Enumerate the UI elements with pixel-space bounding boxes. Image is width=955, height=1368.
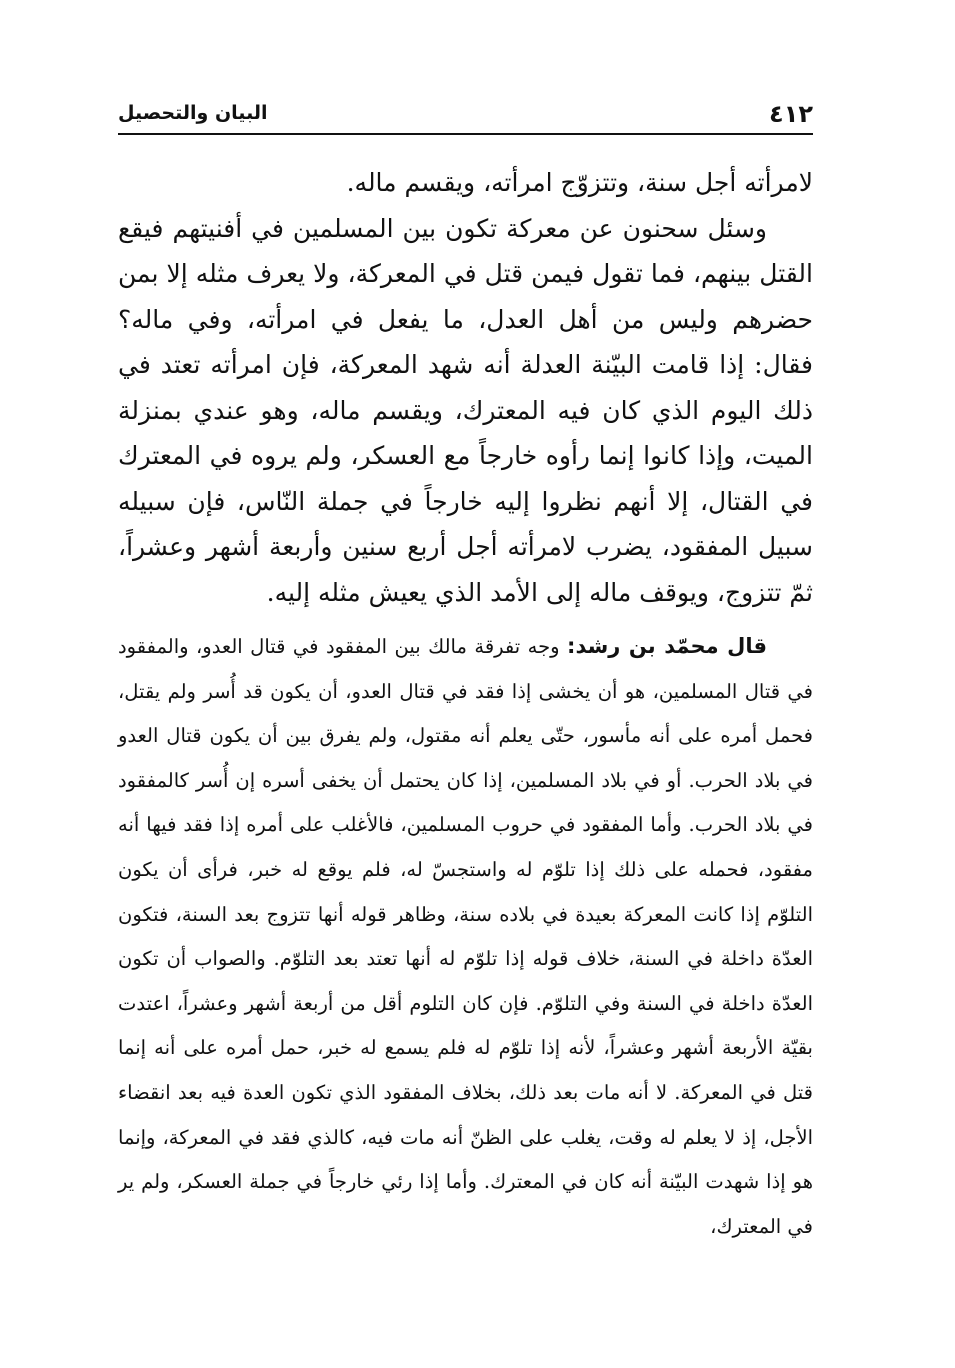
- running-header: [118, 96, 813, 132]
- page-number: ٤١٢: [769, 100, 813, 128]
- commentary-text: وجه تفرقة مالك بين المفقود في قتال العدو، والمفقود في قتال المسلمين، هو أن يخشى إذا فقد في قتال العدو، أن يكون قد أُسر ولم يقتل، فحمل أمره على أنه مأسور، حتّى يعلم أنه مقتول، ولم يفرق بين أن يكون قتال العدو في بلاد الحرب. أو في بلاد المسلمين، إذا كان يحتمل أن يخفى أسره إن أُسر كالمفقود في بلاد الحرب. وأما المفقود في حروب المسلمين، فالأغلب على أمره إذا فقد فيها أنه مفقود، فحمله على ذلك إذا تلوّم له واستجسّ له، فلم يوقع له خبر، فرأى أن يكون التلوّم إذا كانت المعركة بعيدة في بلاده سنة، وظاهر قوله أنها تتزوج بعد السنة، فتكون العدّة داخلة في السنة، خلاف قوله إذا تلوّم له أنها تعتد بعد التلوّم. والصواب أن تكون العدّة داخلة في السنة وفي التلوّم. فإن كان التلوم أقل من أربعة أشهر وعشراً، اعتدت بقيّة الأربعة أشهر وعشراً، لأنه إذا تلوّم له فلم يسمع له خبر، حمل أمره على أنه إنما قتل في المعركة. لا أنه مات بعد ذلك، بخلاف المفقود الذي تكون العدة فيه بعد انقضاء الأجل، إذ لا يعلم له وقت، يغلب على الظنّ أنه مات فيه، كالذي فقد في المعركة، وإنما هو إذا شهدت البيّنة أنه كان في المعترك. وأما إذا رئي خارجاً في جملة العسكر، ولم ير في المعترك،: [118, 635, 813, 1238]
- commentary-block: [118, 624, 813, 1249]
- paragraph-question: وسئل سحنون عن معركة تكون بين المسلمين في أفنيتهم فيقع القتل بينهم، فما تقول فيمن قتل في المعركة، ولا يعرف مثله إلا بمن حضرهم وليس من أهل العدل، ما يفعل في امرأته، وفي ماله؟ فقال: إذا قامت البيّنة العدلة أنه شهد المعركة، فإن امرأته تعتد في ذلك اليوم الذي كان فيه المعترك، ويقسم ماله، وهو عندي بمنزلة الميت، وإذا كانوا إنما رأوه خارجاً مع العسكر، ولم يروه في المعترك في القتال، إلا أنهم نظروا إليه خارجاً في جملة النّاس، فإن سبيله سبيل المفقود، يضرب لامرأته أجل أربع سنين وأربعة أشهر وعشراً، ثمّ تتزوج، ويوقف ماله إلى الأمد الذي يعيش مثله إليه.: [118, 213, 813, 607]
- book-title: البيان والتحصيل: [118, 102, 268, 124]
- commentary-speaker: قال محمّد بن رشد:: [567, 634, 768, 658]
- commentary-paragraph: [118, 624, 813, 1249]
- header-divider: [118, 133, 813, 135]
- main-text-block: [118, 160, 813, 615]
- paragraph-continuation: لامرأته أجل سنة، وتتزوّج امرأته، ويقسم ماله.: [346, 168, 813, 197]
